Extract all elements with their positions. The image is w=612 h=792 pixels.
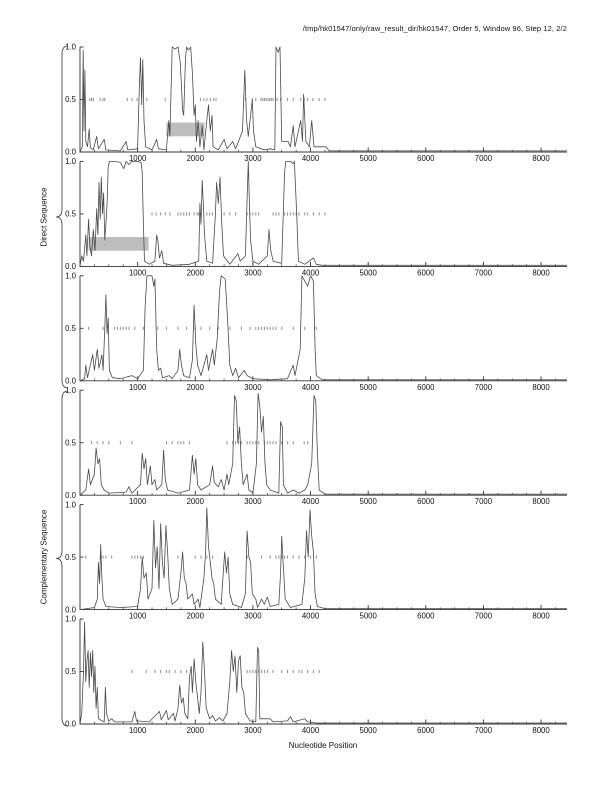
y-tick-label: 0.0 [65,719,76,729]
x-tick-label: 8000 [532,497,550,507]
x-tick-label: 6000 [417,497,435,507]
x-tick-label: 1000 [128,268,147,278]
x-tick-label: 4000 [301,268,320,278]
x-tick-label: 5000 [359,497,377,507]
figure-title: /tmp/hk01547/only/raw_result_dir/hk01547, Order 5, Window 96, Step 12, 2/2 [302,24,567,33]
x-tick-label: 1000 [128,497,147,507]
x-tick-label: 5000 [359,611,377,621]
group-label-complementary-sequence: Complementary Sequence [39,509,49,605]
x-tick-label: 7000 [474,154,493,163]
marker-row-complementary-2 [86,556,317,559]
x-tick-label: 4000 [301,382,320,392]
curve-direct-2 [80,161,567,266]
axes-direct-3 [80,276,567,381]
x-tick-label: 5000 [359,726,377,735]
x-tick-label: 5000 [359,268,377,278]
group-label-direct-sequence: Direct Sequence [39,187,49,247]
x-tick-label: 3000 [244,154,262,163]
x-tick-label: 1000 [128,154,147,163]
x-tick-label: 6000 [417,611,435,621]
x-tick-label: 7000 [474,497,493,507]
x-tick-label: 2000 [186,268,204,278]
marker-row-direct-1 [90,98,325,101]
axes-complementary-3 [80,619,567,724]
y-tick-label: 0.5 [65,209,76,219]
y-tick-label: 0.5 [65,667,76,677]
x-tick-label: 6000 [417,382,435,392]
y-tick-label: 0.5 [65,552,76,562]
y-tick-label: 0.0 [65,605,76,615]
y-tick-label: 0.0 [65,262,76,272]
x-tick-label: 7000 [474,382,493,392]
y-tick-label: 0.5 [65,324,76,333]
x-tick-label: 3000 [244,268,262,278]
x-tick-label: 5000 [359,154,377,163]
y-tick-label: 0.0 [65,147,76,157]
curve-direct-1 [80,47,567,152]
x-tick-label: 8000 [532,382,550,392]
x-axis-title: Nucleotide Position [288,741,358,750]
subplot-complementary-2 [65,500,567,620]
curve-complementary-3 [80,622,567,724]
x-tick-label: 2000 [186,611,204,621]
y-tick-label: 1.0 [65,157,76,167]
marker-row-direct-2 [152,212,325,215]
marker-row-direct-3 [89,327,317,330]
y-tick-label: 1.0 [65,42,76,52]
curve-direct-3 [80,276,567,381]
x-tick-label: 7000 [474,726,493,735]
x-tick-label: 3000 [244,726,262,735]
x-tick-label: 4000 [301,497,320,507]
x-tick-label: 7000 [474,611,493,621]
subplot-direct-3 [65,272,567,392]
axes-complementary-1 [80,390,567,495]
x-tick-label: 2000 [186,497,204,507]
x-tick-label: 3000 [244,611,262,621]
y-tick-label: 0.5 [65,438,76,448]
y-tick-label: 1.0 [65,614,76,624]
highlight-rect-direct-2 [89,237,149,251]
x-tick-label: 3000 [244,497,262,507]
x-tick-label: 6000 [417,268,435,278]
y-tick-label: 0.0 [65,490,76,500]
x-tick-label: 8000 [532,154,550,163]
x-tick-label: 8000 [532,268,550,278]
axes-direct-2 [80,161,567,266]
x-tick-label: 6000 [417,726,435,735]
x-tick-label: 7000 [474,268,493,278]
x-tick-label: 8000 [532,611,550,621]
marker-row-complementary-3 [132,670,319,673]
subplot-direct-2 [65,157,567,277]
y-tick-label: 1.0 [65,271,76,281]
axes-direct-1 [80,47,567,152]
x-tick-label: 3000 [244,382,262,392]
y-tick-label: 0.5 [65,95,76,105]
x-tick-label: 6000 [417,154,435,163]
x-tick-label: 4000 [301,726,320,735]
curve-complementary-2 [80,508,567,610]
x-tick-label: 2000 [186,382,204,392]
marker-row-complementary-1 [92,441,308,444]
subplot-complementary-3 [65,615,567,735]
x-tick-label: 1000 [128,726,147,735]
x-tick-label: 2000 [186,154,204,163]
x-tick-label: 8000 [532,726,550,735]
x-tick-label: 4000 [301,611,320,621]
curve-complementary-1 [80,393,567,495]
y-tick-label: 0.0 [65,376,76,386]
y-tick-label: 1.0 [65,385,76,395]
x-tick-label: 5000 [359,382,377,392]
subplot-direct-1 [65,43,567,163]
x-tick-label: 2000 [186,726,204,735]
y-tick-label: 1.0 [65,500,76,510]
x-tick-label: 4000 [301,154,320,163]
x-tick-label: 1000 [128,611,147,621]
subplot-complementary-1 [65,386,567,506]
x-tick-label: 1000 [128,382,147,392]
